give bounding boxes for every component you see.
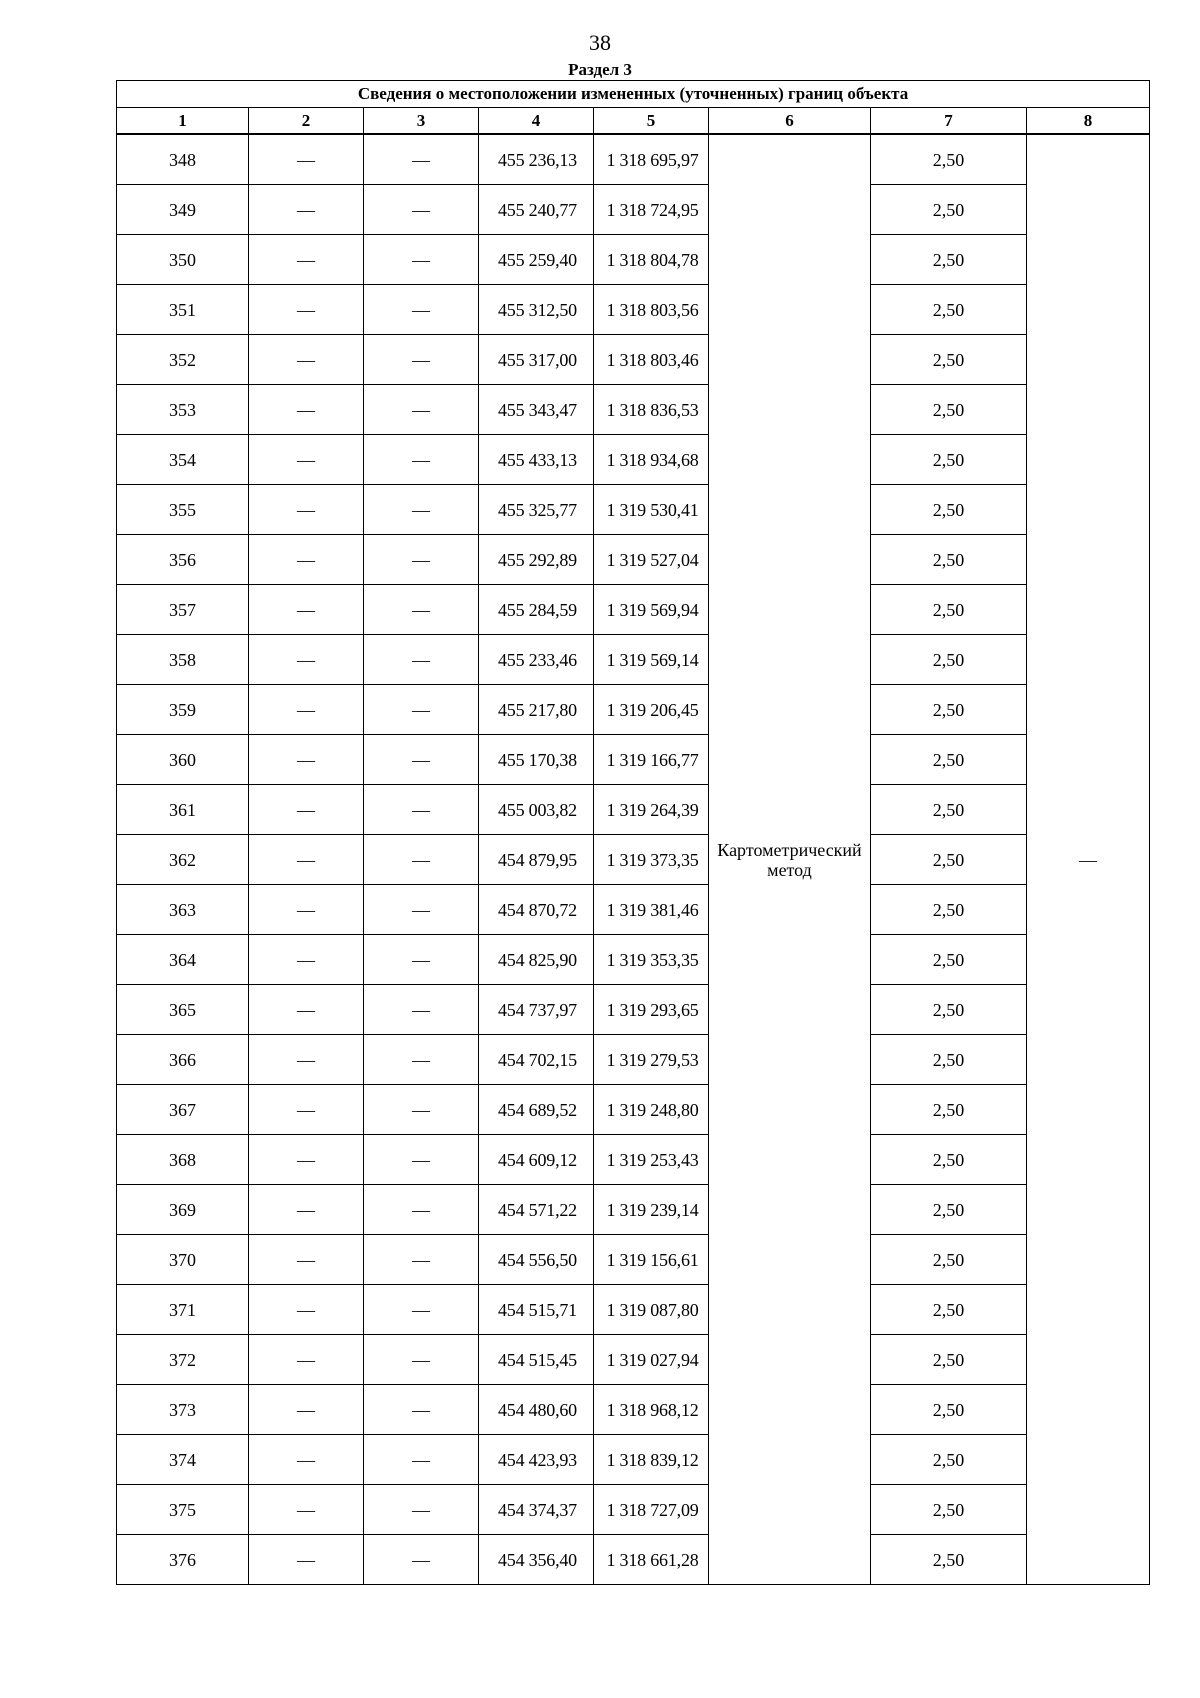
empty-dash-cell: — [364, 1485, 479, 1535]
table-row [117, 1485, 1150, 1535]
empty-dash-cell: — [364, 1085, 479, 1135]
empty-dash-cell: — [249, 1385, 364, 1435]
coordinate-y-cell: 1 319 248,80 [594, 1085, 709, 1135]
precision-cell: 2,50 [871, 335, 1027, 385]
point-number-cell: 374 [117, 1435, 249, 1485]
coordinate-x-cell: 455 003,82 [479, 785, 594, 835]
coordinate-x-cell: 454 556,50 [479, 1235, 594, 1285]
coordinate-x-cell: 454 515,45 [479, 1335, 594, 1385]
coordinate-y-cell: 1 319 293,65 [594, 985, 709, 1035]
point-number-cell: 355 [117, 485, 249, 535]
point-number-cell: 375 [117, 1485, 249, 1535]
empty-dash-cell: — [364, 1135, 479, 1185]
point-number-cell: 361 [117, 785, 249, 835]
precision-cell: 2,50 [871, 185, 1027, 235]
coordinate-x-cell: 454 515,71 [479, 1285, 594, 1335]
coordinate-x-cell: 455 433,13 [479, 435, 594, 485]
coordinate-y-cell: 1 319 569,94 [594, 585, 709, 635]
point-number-cell: 352 [117, 335, 249, 385]
empty-dash-cell: — [249, 335, 364, 385]
empty-dash-cell: — [364, 1435, 479, 1485]
empty-dash-cell: — [249, 1035, 364, 1085]
coordinate-y-cell: 1 318 803,56 [594, 285, 709, 335]
precision-cell: 2,50 [871, 635, 1027, 685]
precision-cell: 2,50 [871, 935, 1027, 985]
empty-dash-cell: — [249, 1185, 364, 1235]
precision-cell: 2,50 [871, 1335, 1027, 1385]
point-number-cell: 357 [117, 585, 249, 635]
point-number-cell: 362 [117, 835, 249, 885]
table-row [117, 535, 1150, 585]
table-row [117, 885, 1150, 935]
table-row [117, 1535, 1150, 1585]
coordinate-x-cell: 454 825,90 [479, 935, 594, 985]
empty-dash-cell: — [249, 1335, 364, 1385]
column-header-4: 4 [479, 108, 594, 135]
precision-cell: 2,50 [871, 235, 1027, 285]
coordinate-x-cell: 454 480,60 [479, 1385, 594, 1435]
coordinate-y-cell: 1 318 804,78 [594, 235, 709, 285]
empty-dash-cell: — [364, 335, 479, 385]
precision-cell: 2,50 [871, 735, 1027, 785]
point-number-cell: 364 [117, 935, 249, 985]
point-number-cell: 348 [117, 134, 249, 185]
empty-dash-cell: — [249, 185, 364, 235]
coordinate-y-cell: 1 318 934,68 [594, 435, 709, 485]
precision-cell: 2,50 [871, 1135, 1027, 1185]
table-row [117, 1035, 1150, 1085]
point-number-cell: 369 [117, 1185, 249, 1235]
point-number-cell: 360 [117, 735, 249, 785]
point-number-cell: 350 [117, 235, 249, 285]
empty-dash-cell: — [364, 1185, 479, 1235]
precision-cell: 2,50 [871, 1485, 1027, 1535]
table-row [117, 1235, 1150, 1285]
coordinate-x-cell: 455 312,50 [479, 285, 594, 335]
column-header-2: 2 [249, 108, 364, 135]
table-row [117, 1335, 1150, 1385]
empty-dash-cell: — [249, 785, 364, 835]
coordinate-y-cell: 1 318 836,53 [594, 385, 709, 435]
point-number-cell: 372 [117, 1335, 249, 1385]
page-number: 38 [589, 30, 611, 55]
table-row [117, 685, 1150, 735]
coordinate-y-cell: 1 318 803,46 [594, 335, 709, 385]
coordinate-y-cell: 1 318 695,97 [594, 134, 709, 185]
coordinate-x-cell: 454 571,22 [479, 1185, 594, 1235]
empty-dash-cell: — [249, 735, 364, 785]
empty-dash-cell: — [364, 1035, 479, 1085]
coordinate-y-cell: 1 319 279,53 [594, 1035, 709, 1085]
table-row [117, 285, 1150, 335]
empty-dash-cell: — [249, 485, 364, 535]
empty-dash-cell: — [364, 885, 479, 935]
precision-cell: 2,50 [871, 785, 1027, 835]
coordinate-y-cell: 1 318 968,12 [594, 1385, 709, 1435]
column-header-8: 8 [1027, 108, 1150, 135]
table-row [117, 585, 1150, 635]
coordinate-x-cell: 454 609,12 [479, 1135, 594, 1185]
empty-dash-cell: — [249, 935, 364, 985]
empty-dash-cell: — [364, 585, 479, 635]
empty-dash-cell: — [249, 235, 364, 285]
coordinate-x-cell: 454 374,37 [479, 1485, 594, 1535]
point-number-cell: 353 [117, 385, 249, 435]
point-number-cell: 356 [117, 535, 249, 585]
point-number-cell: 354 [117, 435, 249, 485]
empty-dash-cell: — [249, 1085, 364, 1135]
empty-dash-cell: — [364, 485, 479, 535]
table-row [117, 935, 1150, 985]
coordinate-y-cell: 1 319 156,61 [594, 1235, 709, 1285]
point-number-cell: 359 [117, 685, 249, 735]
section-title: Раздел 3 [568, 60, 632, 79]
table-body [117, 134, 1150, 1585]
coordinate-x-cell: 454 423,93 [479, 1435, 594, 1485]
coordinate-x-cell: 455 317,00 [479, 335, 594, 385]
point-number-cell: 367 [117, 1085, 249, 1135]
precision-cell: 2,50 [871, 1435, 1027, 1485]
table-row [117, 435, 1150, 485]
empty-dash-cell: — [249, 1285, 364, 1335]
empty-dash-cell: — [364, 1335, 479, 1385]
table-row [117, 1085, 1150, 1135]
coordinate-y-cell: 1 319 087,80 [594, 1285, 709, 1335]
empty-dash-cell: — [364, 785, 479, 835]
coordinate-y-cell: 1 319 527,04 [594, 535, 709, 585]
table-row [117, 1435, 1150, 1485]
coordinate-x-cell: 455 233,46 [479, 635, 594, 685]
coordinate-x-cell: 454 737,97 [479, 985, 594, 1035]
empty-dash-cell: — [249, 1135, 364, 1185]
empty-dash-cell: — [249, 885, 364, 935]
point-number-cell: 349 [117, 185, 249, 235]
table-row [117, 985, 1150, 1035]
column-header-5: 5 [594, 108, 709, 135]
empty-dash-cell: — [364, 435, 479, 485]
column-header-1: 1 [117, 108, 249, 135]
empty-dash-cell: — [249, 1435, 364, 1485]
coordinate-x-cell: 454 702,15 [479, 1035, 594, 1085]
empty-dash-cell: — [364, 835, 479, 885]
table-row [117, 185, 1150, 235]
coordinate-y-cell: 1 319 264,39 [594, 785, 709, 835]
empty-dash-cell: — [364, 185, 479, 235]
empty-dash-cell: — [364, 1235, 479, 1285]
coordinate-y-cell: 1 318 661,28 [594, 1535, 709, 1585]
empty-dash-cell: — [364, 935, 479, 985]
precision-cell: 2,50 [871, 985, 1027, 1035]
point-number-cell: 366 [117, 1035, 249, 1085]
empty-dash-cell: — [249, 535, 364, 585]
empty-dash-cell: — [249, 835, 364, 885]
boundary-coordinates-table [116, 80, 1150, 1585]
coordinate-x-cell: 455 325,77 [479, 485, 594, 535]
precision-cell: 2,50 [871, 385, 1027, 435]
point-number-cell: 368 [117, 1135, 249, 1185]
empty-dash-cell: — [249, 635, 364, 685]
point-number-cell: 358 [117, 635, 249, 685]
precision-cell: 2,50 [871, 1235, 1027, 1285]
precision-cell: 2,50 [871, 885, 1027, 935]
precision-cell: 2,50 [871, 835, 1027, 885]
column-header-6: 6 [709, 108, 871, 135]
precision-cell: 2,50 [871, 1285, 1027, 1335]
empty-dash-cell: — [364, 285, 479, 335]
table-row [117, 1185, 1150, 1235]
coordinate-x-cell: 455 217,80 [479, 685, 594, 735]
precision-cell: 2,50 [871, 1185, 1027, 1235]
table-row [117, 635, 1150, 685]
coordinate-x-cell: 455 292,89 [479, 535, 594, 585]
method-cell: Картометрический метод [709, 134, 871, 1585]
table-row [117, 1285, 1150, 1335]
empty-dash-cell: — [364, 735, 479, 785]
table-row [117, 335, 1150, 385]
point-number-cell: 365 [117, 985, 249, 1035]
precision-cell: 2,50 [871, 535, 1027, 585]
table-row [117, 485, 1150, 535]
table-row [117, 134, 1150, 185]
coordinate-x-cell: 454 689,52 [479, 1085, 594, 1135]
coordinate-y-cell: 1 319 206,45 [594, 685, 709, 735]
coordinate-y-cell: 1 319 353,35 [594, 935, 709, 985]
coordinate-x-cell: 454 356,40 [479, 1535, 594, 1585]
empty-dash-cell: — [364, 1535, 479, 1585]
column-header-7: 7 [871, 108, 1027, 135]
point-number-cell: 371 [117, 1285, 249, 1335]
empty-dash-cell: — [249, 1535, 364, 1585]
table-row [117, 385, 1150, 435]
coordinate-x-cell: 455 240,77 [479, 185, 594, 235]
empty-dash-cell: — [364, 685, 479, 735]
coordinate-y-cell: 1 319 239,14 [594, 1185, 709, 1235]
empty-dash-cell: — [364, 635, 479, 685]
coordinate-y-cell: 1 319 530,41 [594, 485, 709, 535]
table-row [117, 1385, 1150, 1435]
precision-cell: 2,50 [871, 1535, 1027, 1585]
empty-dash-cell: — [249, 985, 364, 1035]
empty-dash-cell: — [364, 134, 479, 185]
coordinate-x-cell: 455 259,40 [479, 235, 594, 285]
coordinate-y-cell: 1 319 166,77 [594, 735, 709, 785]
coordinate-x-cell: 455 236,13 [479, 134, 594, 185]
coordinate-x-cell: 454 879,95 [479, 835, 594, 885]
precision-cell: 2,50 [871, 1085, 1027, 1135]
precision-cell: 2,50 [871, 585, 1027, 635]
precision-cell: 2,50 [871, 285, 1027, 335]
empty-dash-cell: — [364, 535, 479, 585]
table-row [117, 785, 1150, 835]
empty-dash-cell: — [364, 1385, 479, 1435]
precision-cell: 2,50 [871, 134, 1027, 185]
point-number-cell: 370 [117, 1235, 249, 1285]
coordinate-y-cell: 1 318 727,09 [594, 1485, 709, 1535]
coordinate-y-cell: 1 318 839,12 [594, 1435, 709, 1485]
coordinate-x-cell: 455 284,59 [479, 585, 594, 635]
point-number-cell: 363 [117, 885, 249, 935]
precision-cell: 2,50 [871, 1385, 1027, 1435]
empty-dash-cell: — [249, 685, 364, 735]
table-row [117, 235, 1150, 285]
empty-dash-cell: — [249, 285, 364, 335]
coordinate-x-cell: 455 343,47 [479, 385, 594, 435]
coordinate-y-cell: 1 319 253,43 [594, 1135, 709, 1185]
precision-cell: 2,50 [871, 685, 1027, 735]
column8-dash-cell: — [1027, 134, 1150, 1585]
table-row [117, 1135, 1150, 1185]
coordinate-y-cell: 1 319 381,46 [594, 885, 709, 935]
precision-cell: 2,50 [871, 435, 1027, 485]
point-number-cell: 351 [117, 285, 249, 335]
column-header-3: 3 [364, 108, 479, 135]
empty-dash-cell: — [249, 435, 364, 485]
empty-dash-cell: — [249, 1235, 364, 1285]
empty-dash-cell: — [364, 985, 479, 1035]
empty-dash-cell: — [364, 235, 479, 285]
point-number-cell: 376 [117, 1535, 249, 1585]
coordinate-x-cell: 455 170,38 [479, 735, 594, 785]
empty-dash-cell: — [364, 1285, 479, 1335]
empty-dash-cell: — [249, 385, 364, 435]
table-row [117, 835, 1150, 885]
coordinate-y-cell: 1 318 724,95 [594, 185, 709, 235]
empty-dash-cell: — [364, 385, 479, 435]
empty-dash-cell: — [249, 585, 364, 635]
table-caption: Сведения о местоположении измененных (уточненных) границ объекта [117, 81, 1150, 108]
precision-cell: 2,50 [871, 485, 1027, 535]
empty-dash-cell: — [249, 1485, 364, 1535]
coordinate-x-cell: 454 870,72 [479, 885, 594, 935]
empty-dash-cell: — [249, 134, 364, 185]
coordinate-y-cell: 1 319 027,94 [594, 1335, 709, 1385]
coordinate-y-cell: 1 319 373,35 [594, 835, 709, 885]
coordinate-y-cell: 1 319 569,14 [594, 635, 709, 685]
precision-cell: 2,50 [871, 1035, 1027, 1085]
table-row [117, 735, 1150, 785]
point-number-cell: 373 [117, 1385, 249, 1435]
